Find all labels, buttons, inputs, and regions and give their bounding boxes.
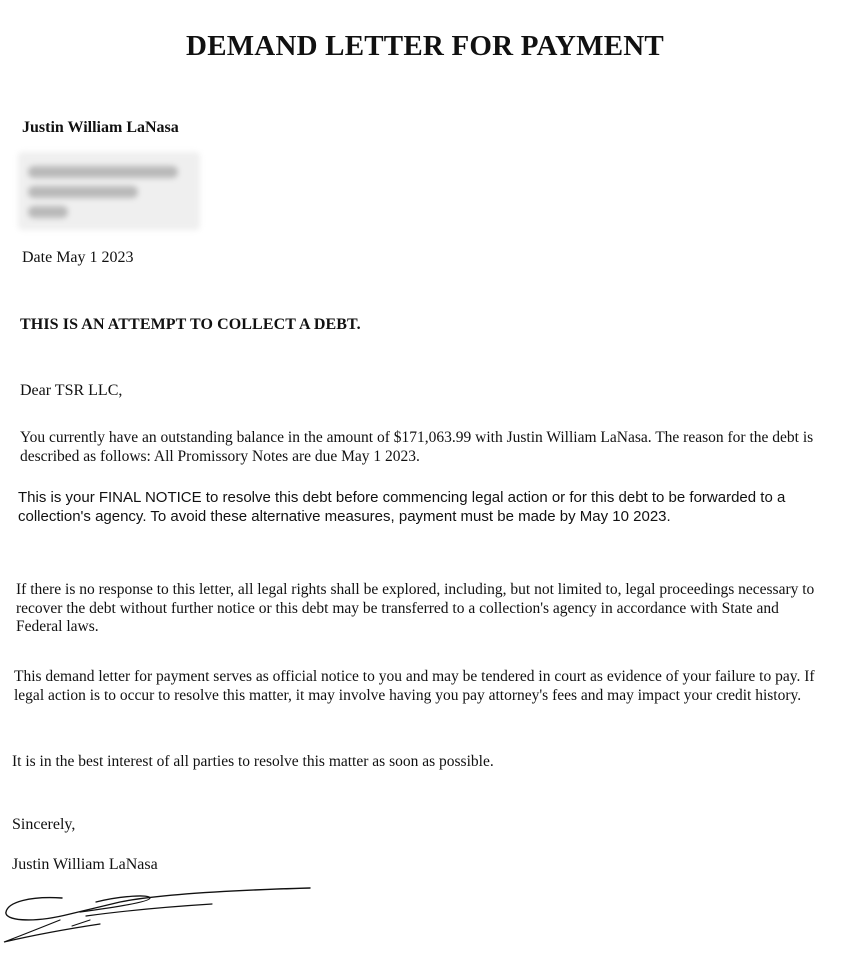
redacted-line [28, 186, 138, 198]
redacted-line [28, 166, 178, 178]
redacted-line [28, 206, 68, 218]
paragraph-legal-rights: If there is no response to this letter, all legal rights shall be explored, including, but not limited to, legal proceedings necessary to recover the debt without further notice or this debt may be transferred to a collection's agency in accordance with State and Federal laws. [16, 581, 815, 635]
handwritten-signature [0, 880, 320, 950]
paragraph-balance: You currently have an outstanding balance in the amount of $171,063.99 with Justin William LaNasa. The reason for the debt is described as follows: All Promissory Notes are due May 1 2023. [20, 429, 814, 465]
sender-name: Justin William LaNasa [22, 119, 179, 136]
closing: Sincerely, [12, 816, 76, 833]
redacted-address-block [18, 152, 200, 230]
letter-date: Date May 1 2023 [22, 249, 134, 266]
paragraph-official-notice: This demand letter for payment serves as official notice to you and may be tendered in court as evidence of your failure to pay. If legal action is to occur to resolve this matter, it may involve having you pay attorney's fees and may impact your credit history. [14, 668, 815, 704]
debt-collection-notice: THIS IS AN ATTEMPT TO COLLECT A DEBT. [20, 316, 361, 333]
paragraph-final-notice: This is your FINAL NOTICE to resolve this debt before commencing legal action or for this debt to be forwarded to a collection's agency. To avoid these alternative measures, payment must be made by May 10 2023. [18, 489, 786, 525]
paragraph-best-interest: It is in the best interest of all parties to resolve this matter as soon as possible. [12, 753, 494, 770]
letter-title: DEMAND LETTER FOR PAYMENT [186, 30, 664, 62]
salutation: Dear TSR LLC, [20, 382, 123, 399]
signer-name: Justin William LaNasa [12, 856, 158, 873]
